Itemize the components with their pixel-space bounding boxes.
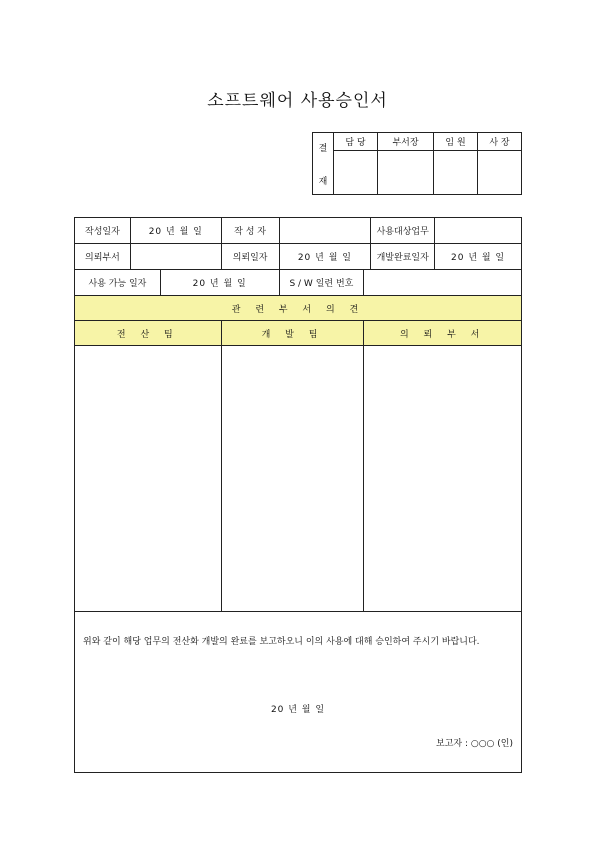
written-date-value[interactable]: 20 년 월 일 [130,218,221,244]
request-date-value[interactable]: 20 년 월 일 [279,244,371,270]
report-date: 20 년 월 일 [270,705,326,715]
target-task-label: 사용대상업무 [371,218,435,244]
approval-sign-executive[interactable] [434,151,478,195]
document-title: 소프트웨어 사용승인서 [207,91,388,111]
opinion-it-team-area[interactable] [75,346,222,612]
approval-jae: 재 [318,176,328,187]
opinion-requesting-dept-area[interactable] [364,346,522,612]
target-task-value[interactable] [435,218,522,244]
column-dev-team: 개 발 팀 [221,321,364,346]
approval-header-executive: 임 원 [434,133,478,151]
dev-complete-date-label: 개발완료일자 [371,244,435,270]
sw-serial-label: S / W 일련 번호 [279,270,364,296]
approval-sign-dept-head[interactable] [377,151,433,195]
author-label: 작 성 자 [221,218,279,244]
approval-table [312,132,522,195]
available-date-label: 사용 가능 일자 [75,270,161,296]
approval-form [74,217,522,773]
approval-sign-president[interactable] [478,151,522,195]
approval-side-label [313,133,334,195]
approval-header-staff: 담 당 [334,133,378,151]
written-date-label: 작성일자 [75,218,131,244]
reporter-signature: 보고자 : ○○○ (인) [436,739,513,749]
column-it-team: 전 산 팀 [75,321,222,346]
requesting-dept-label: 의뢰부서 [75,244,131,270]
approval-gyeol: 결 [318,143,328,154]
dev-complete-date-value[interactable]: 20 년 월 일 [435,244,522,270]
opinion-header: 관 련 부 서 의 견 [75,296,522,321]
column-requesting-dept: 의 뢰 부 서 [364,321,522,346]
opinion-dev-team-area[interactable] [221,346,364,612]
request-date-label: 의뢰일자 [221,244,279,270]
approval-sign-staff[interactable] [334,151,378,195]
approval-header-president: 사 장 [478,133,522,151]
requesting-dept-value[interactable] [130,244,221,270]
available-date-value[interactable]: 20 년 월 일 [160,270,279,296]
approval-header-dept-head: 부서장 [377,133,433,151]
sw-serial-value[interactable] [364,270,522,296]
author-value[interactable] [279,218,371,244]
report-footer [75,612,522,773]
report-statement: 위와 같이 해당 업무의 전산화 개발의 완료를 보고하오니 이의 사용에 대해 승인하여 주시기 바랍니다. [83,637,480,647]
